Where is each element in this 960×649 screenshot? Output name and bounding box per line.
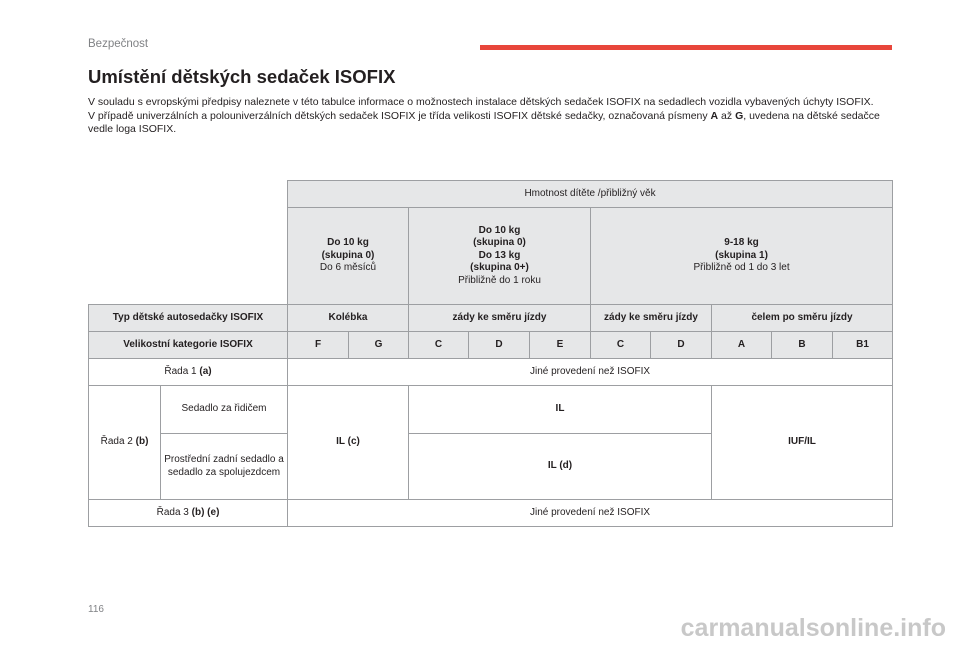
group-0-line: (skupina 0) [321,249,375,261]
type-cell: zády ke směru jízdy [591,305,712,332]
row-2-forward-value: IUF/IL [712,386,893,500]
row-2-seat-b: Prostřední zadní sedadlo a sedadlo za spolujezdcem [161,434,288,500]
row-1-note: (a) [199,365,212,377]
intro-paragraph-2 [88,110,893,137]
section-label: Bezpečnost [88,38,149,50]
size-cell: D [651,332,712,359]
intro-p2-part: až [718,109,736,122]
row-2-cde-value-a: IL [409,386,712,434]
row-3-note: (b) (e) [191,506,220,518]
isofix-table [88,180,893,527]
size-label: Velikostní kategorie ISOFIX [89,332,288,359]
size-cell: F [288,332,349,359]
type-cell: čelem po směru jízdy [712,305,893,332]
row-1-label-text: Řada 1 [164,365,200,377]
intro-size-g: G [735,109,744,122]
group-0plus-line: Do 10 kg [478,224,521,236]
size-row [89,332,893,359]
group-1-cell [591,208,893,305]
size-cell: B [772,332,833,359]
weight-header: Hmotnost dítěte /přibližný věk [288,181,893,208]
intro-p2-part: , uvedena na dětské sedačce vedle loga ISOFIX. [88,109,880,135]
size-cell: A [712,332,772,359]
type-cell: Kolébka [288,305,409,332]
group-0plus-line: (skupina 0+) [470,262,529,274]
intro-text [88,96,893,137]
size-cell: C [409,332,469,359]
watermark: carmanualsonline.info [680,614,946,642]
page-number: 116 [88,604,104,615]
row-2-fg-value: IL (c) [288,386,409,500]
group-0plus-age: Přibližně do 1 roku [458,274,541,286]
row-3-label [89,500,288,527]
row-2-label [89,386,161,500]
row-2-note: (b) [135,436,149,448]
type-label: Typ dětské autosedačky ISOFIX [89,305,288,332]
corner-cell [89,181,288,305]
type-row [89,305,893,332]
group-1-line: 9-18 kg [724,237,759,249]
row-1 [89,359,893,386]
group-0-age: Do 6 měsíců [319,262,377,274]
intro-paragraph-1: V souladu s evropskými předpisy naleznete v této tabulce informace o možnostech instalace dětských sedaček ISOFIX na sedadlech vozidla vybavených úchyty ISOFIX. [88,96,874,108]
group-0-line: Do 10 kg [327,237,369,249]
weight-header-row [89,181,893,208]
intro-size-a: A [710,109,719,122]
row-2-label-text: Řada 2 [100,436,136,448]
row-2-cde-value-b: IL (d) [409,434,712,500]
size-cell: C [591,332,651,359]
group-1-age: Přibližně od 1 do 3 let [693,262,790,274]
group-0plus-line: Do 13 kg [478,249,521,261]
row-3-value: Jiné provedení než ISOFIX [288,500,893,527]
row-3 [89,500,893,527]
header-accent-bar [480,45,892,50]
group-0plus-cell [409,208,591,305]
page-title: Umístění dětských sedaček ISOFIX [88,66,396,87]
group-1-line: (skupina 1) [715,249,768,261]
row-2a [89,386,893,434]
size-cell: D [469,332,530,359]
size-cell: G [349,332,409,359]
row-3-label-text: Řada 3 [156,506,192,518]
group-0plus-line: (skupina 0) [473,237,526,249]
row-1-value: Jiné provedení než ISOFIX [288,359,893,386]
row-2-seat-a: Sedadlo za řidičem [161,386,288,434]
intro-p2-part: V případě univerzálních a polouniverzálních dětských sedaček ISOFIX je třída velikosti ISOFIX dětské sedačky, označovaná písmeny [88,109,711,122]
group-0-cell [288,208,409,305]
type-cell: zády ke směru jízdy [409,305,591,332]
size-cell: E [530,332,591,359]
size-cell: B1 [833,332,893,359]
row-1-label [89,359,288,386]
